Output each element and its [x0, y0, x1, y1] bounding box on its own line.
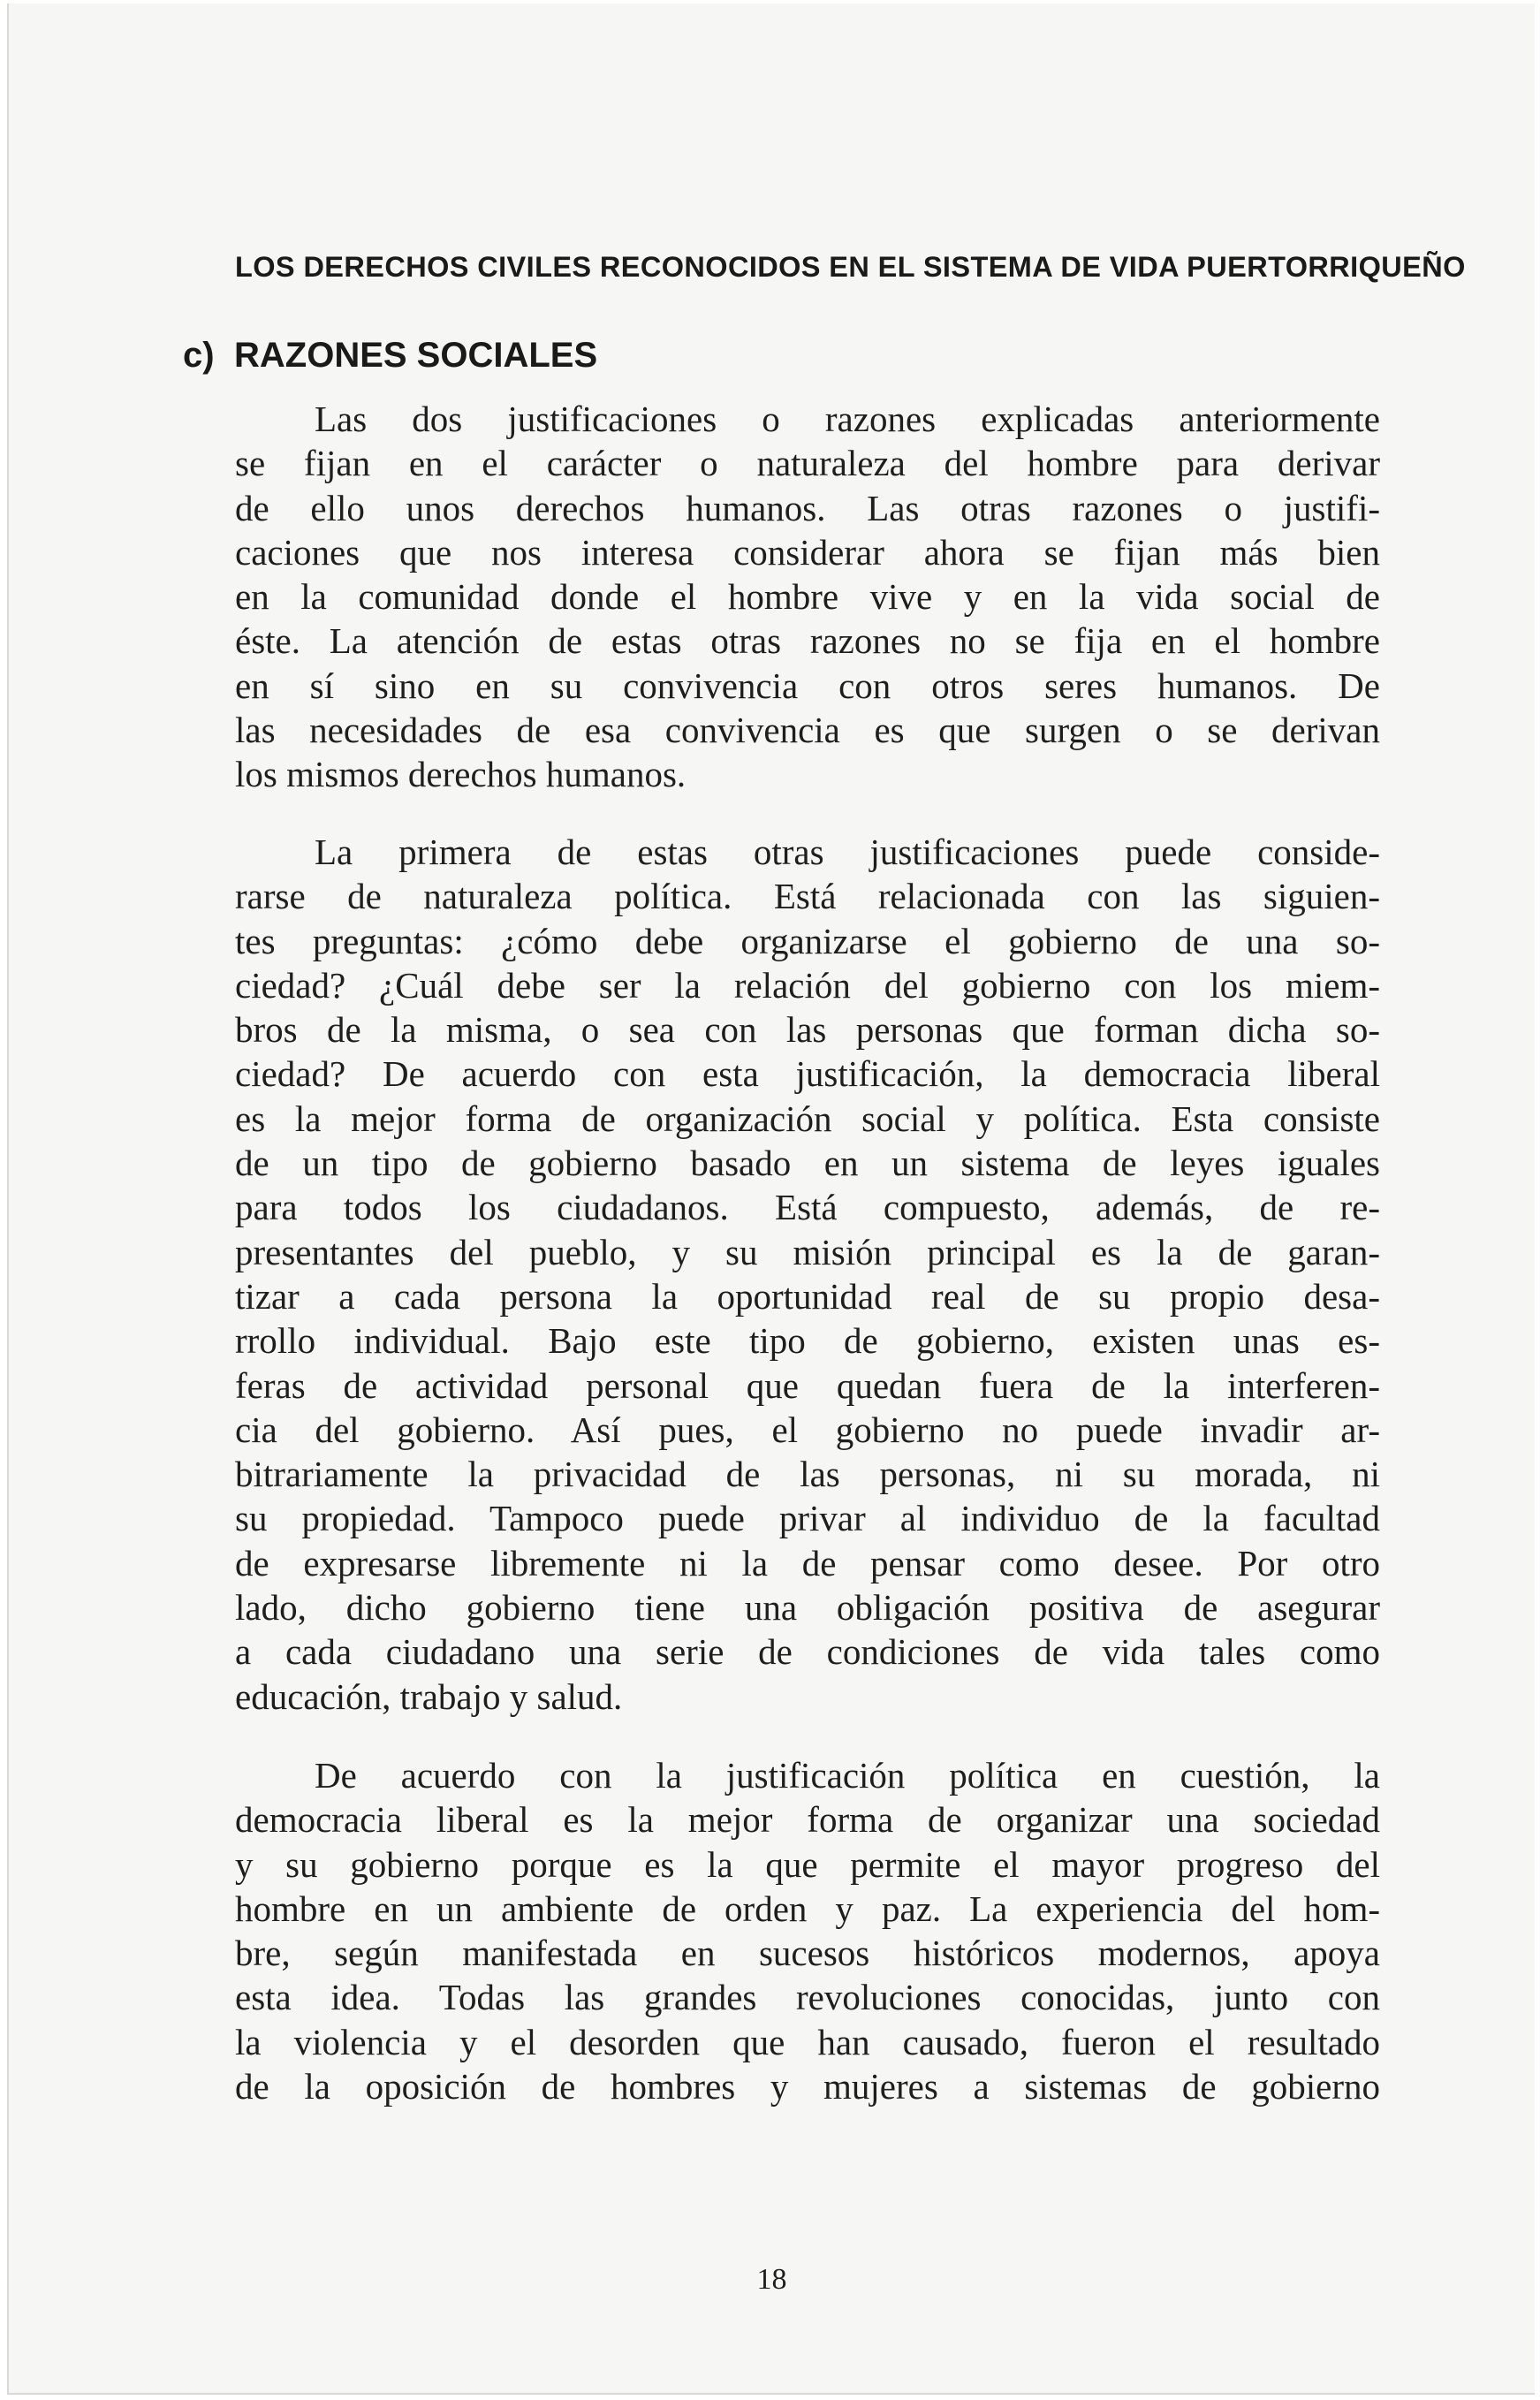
paragraph-line: De acuerdo con la justificación política en cuestión, la: [315, 1755, 1380, 1796]
paragraph-line: es la mejor forma de organización social y política. Esta consiste: [235, 1097, 1380, 1139]
paragraph-line: bre, según manifestada en sucesos históricos modernos, apoya: [235, 1933, 1380, 1974]
paragraph-line: bros de la misma, o sea con las personas que forman dicha so-: [235, 1009, 1380, 1051]
section-heading: [183, 336, 597, 376]
paragraph-line: cia del gobierno. Así pues, el gobierno no puede invadir ar-: [235, 1409, 1380, 1450]
paragraph-line: las necesidades de esa convivencia es que surgen o se derivan: [235, 710, 1380, 751]
paragraph-line: lado, dicho gobierno tiene una obligación positiva de asegurar: [235, 1587, 1380, 1629]
section-title: RAZONES SOCIALES: [234, 336, 598, 375]
paragraph-line: se fijan en el carácter o naturaleza del hombre para derivar: [235, 443, 1380, 484]
paragraph-line: éste. La atención de estas otras razones no se fija en el hombre: [235, 620, 1380, 662]
section-marker: c): [183, 336, 215, 375]
paragraph-line: rarse de naturaleza política. Está relacionada con las siguien-: [235, 876, 1380, 917]
paragraph-line: los mismos derechos humanos.: [235, 754, 687, 795]
paragraph-1: [235, 397, 1380, 797]
paragraph-line: su propiedad. Tampoco puede privar al individuo de la facultad: [235, 1498, 1380, 1539]
paragraph-line: Las dos justificaciones o razones explicadas anteriormente: [315, 399, 1380, 439]
paragraph-line: ciedad? ¿Cuál debe ser la relación del gobierno con los miem-: [235, 964, 1380, 1006]
paragraph-line: educación, trabajo y salud.: [235, 1675, 623, 1717]
paragraph-line: y su gobierno porque es la que permite el mayor progreso del: [235, 1843, 1380, 1885]
paragraph-line: en sí sino en su convivencia con otros seres humanos. De: [235, 665, 1380, 706]
paragraph-line: caciones que nos interesa considerar ahora se fijan más bien: [235, 531, 1380, 573]
running-head: LOS DERECHOS CIVILES RECONOCIDOS EN EL SISTEMA DE VIDA PUERTORRIQUEÑO: [235, 251, 1466, 283]
paragraph-line: presentantes del pueblo, y su misión principal es la de garan-: [235, 1231, 1380, 1272]
paragraph-line: tes preguntas: ¿cómo debe organizarse el gobierno de una so-: [235, 920, 1380, 961]
paragraph-line: de un tipo de gobierno basado en un sistema de leyes iguales: [235, 1143, 1380, 1184]
paragraph-line: ciedad? De acuerdo con esta justificación, la democracia liberal: [235, 1053, 1380, 1095]
paragraph-line: de ello unos derechos humanos. Las otras razones o justifi-: [235, 487, 1380, 528]
page-number: 18: [756, 2263, 787, 2296]
paragraph-line: para todos los ciudadanos. Está compuesto, además, de re-: [235, 1187, 1380, 1228]
paragraph-line: a cada ciudadano una serie de condiciones de vida tales como: [235, 1631, 1380, 1673]
paragraph-line: feras de actividad personal que quedan fuera de la interferen-: [235, 1364, 1380, 1406]
paragraph-line: democracia liberal es la mejor forma de organizar una sociedad: [235, 1799, 1380, 1841]
paragraph-2: [235, 830, 1380, 1719]
paragraph-line: rrollo individual. Bajo este tipo de gobierno, existen unas es-: [235, 1320, 1380, 1362]
paragraph-line: la violencia y el desorden que han causado, fueron el resultado: [235, 2021, 1380, 2062]
paragraph-3: [235, 1753, 1380, 2108]
paragraph-line: bitrariamente la privacidad de las personas, ni su morada, ni: [235, 1454, 1380, 1495]
paragraph-line: en la comunidad donde el hombre vive y en la vida social de: [235, 576, 1380, 618]
paragraph-line: hombre en un ambiente de orden y paz. La experiencia del hom-: [235, 1887, 1380, 1929]
paragraph-line: tizar a cada persona la oportunidad real de su propio desa-: [235, 1275, 1380, 1317]
book-page: [7, 4, 1535, 2395]
paragraph-line: de expresarse libremente ni la de pensar como desee. Por otro: [235, 1542, 1380, 1584]
paragraph-line: de la oposición de hombres y mujeres a sistemas de gobierno: [235, 2066, 1380, 2108]
paragraph-line: La primera de estas otras justificaciones puede conside-: [315, 832, 1380, 872]
paragraph-line: esta idea. Todas las grandes revoluciones conocidas, junto con: [235, 1977, 1380, 2018]
